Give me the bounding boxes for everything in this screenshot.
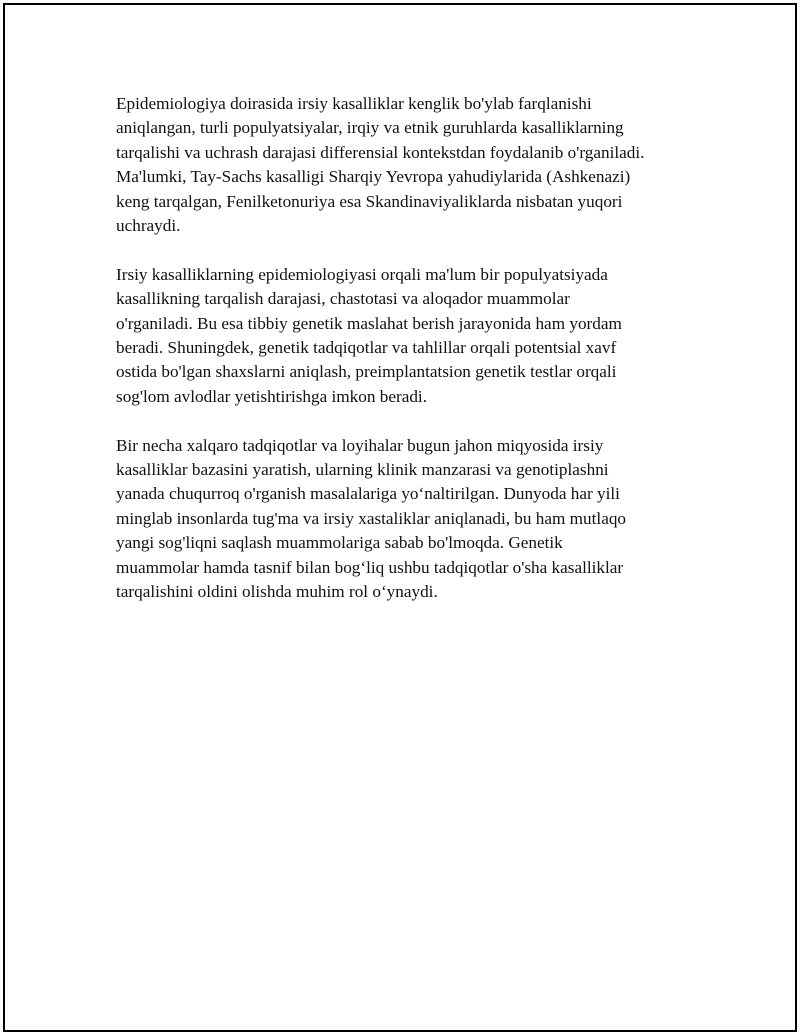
text-line: Ma'lumki, Tay-Sachs kasalligi Sharqiy Yevropa yahudiylarida (Ashkenazi) [116,167,631,187]
text-line: Epidemiologiya doirasida irsiy kasalliklar kenglik bo'ylab farqlanishi [116,94,592,113]
paragraph-3 [116,434,696,605]
text-line: tarqalishi va uchrash darajasi differensial kontekstdan foydalanib o'rganiladi. [116,142,645,162]
text-line: uchraydi. [116,216,181,236]
text-line: beradi. Shuningdek, genetik tadqiqotlar va tahlillar orqali potentsial xavf [116,338,617,358]
text-line: ostida bo'lgan shaxslarni aniqlash, preimplantatsion genetik testlar orqali [116,362,617,382]
text-line: aniqlangan, turli populyatsiyalar, irqiy va etnik guruhlarda kasalliklarning [116,118,624,138]
text-line: o'rganiladi. Bu esa tibbiy genetik maslahat berish jarayonida ham yordam [116,313,622,333]
text-line: sog'lom avlodlar yetishtirishga imkon beradi. [116,386,427,406]
text-line: minglab insonlarda tug'ma va irsiy xastaliklar aniqlanadi, bu ham mutlaqo [116,508,627,528]
paragraph-2 [116,263,696,409]
text-line: kasallikning tarqalish darajasi, chastotasi va aloqador muammolar [116,289,570,309]
text-line: muammolar hamda tasnif bilan bog‘liq ushbu tadqiqotlar o'sha kasalliklar [116,557,624,577]
text-line: tarqalishini oldini olishda muhim rol o‘ynaydi. [116,582,438,602]
text-line: Irsiy kasalliklarning epidemiologiyasi orqali ma'lum bir populyatsiyada [116,264,608,284]
text-line: yangi sog'liqni saqlash muammolariga sabab bo'lmoqda. Genetik [116,533,563,553]
document-body [116,92,696,629]
text-line: Bir necha xalqaro tadqiqotlar va loyihalar bugun jahon miqyosida irsiy [116,435,604,455]
text-line: yanada chuqurroq o'rganish masalalariga yo‘naltirilgan. Dunyoda har yili [116,484,620,504]
paragraph-1 [116,92,696,238]
text-line: keng tarqalgan, Fenilketonuriya esa Skandinaviyaliklarda nisbatan yuqori [116,191,623,211]
text-line: kasalliklar bazasini yaratish, ularning klinik manzarasi va genotiplashni [116,460,609,480]
